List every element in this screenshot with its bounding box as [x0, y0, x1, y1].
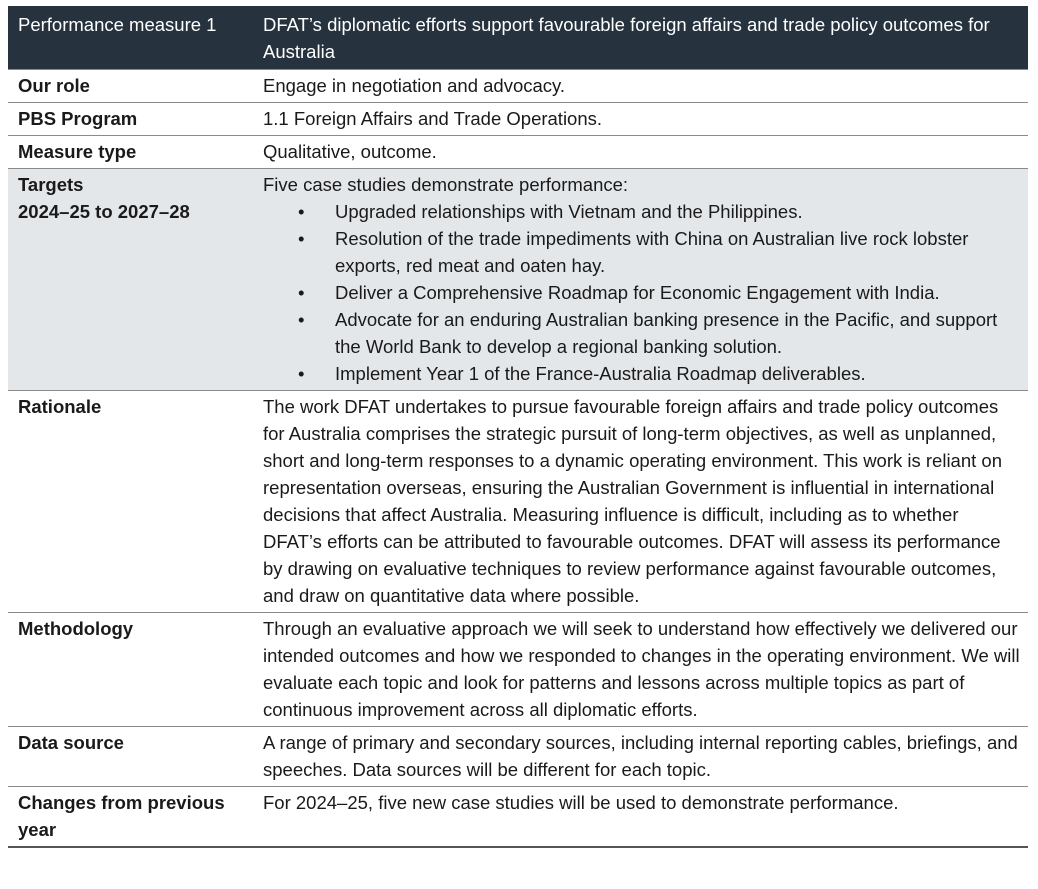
changes-label: Changes from previous year	[8, 787, 253, 848]
our-role-label: Our role	[8, 70, 253, 103]
row-changes	[8, 787, 1028, 848]
targets-intro: Five case studies demonstrate performance:	[263, 174, 629, 195]
measure-type-label: Measure type	[8, 136, 253, 169]
header-label: Performance measure 1	[8, 6, 253, 70]
rationale-value: The work DFAT undertakes to pursue favourable foreign affairs and trade policy outcomes for Australia comprises the strategic pursuit of long-term objectives, as well as unplanned, short and long-term responses to a dynamic operating environment. This work is reliant on representation overseas, ensuring the Australian Government is influential in international decisions that affect Australia. Measuring influence is difficult, including as to whether DFAT’s efforts can be attributed to favourable outcomes. DFAT will assess its performance by drawing on evaluative techniques to review performance against favourable outcomes, and draw on quantitative data where possible.	[253, 391, 1028, 613]
list-item	[298, 306, 1020, 360]
bullet-icon: •	[298, 282, 305, 303]
list-item	[298, 198, 1020, 225]
row-our-role	[8, 70, 1028, 103]
targets-label	[8, 169, 253, 391]
targets-label-line2: 2024–25 to 2027–28	[18, 201, 190, 222]
data-source-label: Data source	[8, 727, 253, 787]
targets-list	[263, 198, 1020, 387]
row-methodology	[8, 613, 1028, 727]
data-source-value: A range of primary and secondary sources, including internal reporting cables, briefings, and speeches. Data sources will be different for each topic.	[253, 727, 1028, 787]
changes-value: For 2024–25, five new case studies will be used to demonstrate performance.	[253, 787, 1028, 848]
list-item-text: Upgraded relationships with Vietnam and the Philippines.	[335, 201, 803, 222]
pbs-program-value: 1.1 Foreign Affairs and Trade Operations.	[253, 103, 1028, 136]
header-row	[8, 6, 1028, 70]
rationale-label: Rationale	[8, 391, 253, 613]
performance-measure-table-container	[8, 6, 1028, 848]
row-targets	[8, 169, 1028, 391]
methodology-label: Methodology	[8, 613, 253, 727]
list-item	[298, 279, 1020, 306]
targets-value	[253, 169, 1028, 391]
performance-measure-table	[8, 6, 1028, 848]
bullet-icon: •	[298, 228, 305, 249]
header-title: DFAT’s diplomatic efforts support favourable foreign affairs and trade policy outcomes for Australia	[253, 6, 1028, 70]
bullet-icon: •	[298, 309, 305, 330]
pbs-program-label: PBS Program	[8, 103, 253, 136]
list-item-text: Advocate for an enduring Australian banking presence in the Pacific, and support the World Bank to develop a regional banking solution.	[335, 309, 998, 357]
measure-type-value: Qualitative, outcome.	[253, 136, 1028, 169]
list-item-text: Resolution of the trade impediments with China on Australian live rock lobster exports, red meat and oaten hay.	[335, 228, 969, 276]
row-data-source	[8, 727, 1028, 787]
our-role-value: Engage in negotiation and advocacy.	[253, 70, 1028, 103]
list-item	[298, 360, 1020, 387]
targets-label-line1: Targets	[18, 174, 84, 195]
list-item-text: Implement Year 1 of the France-Australia Roadmap deliverables.	[335, 363, 866, 384]
bullet-icon: •	[298, 201, 305, 222]
bullet-icon: •	[298, 363, 305, 384]
list-item	[298, 225, 1020, 279]
row-rationale	[8, 391, 1028, 613]
methodology-value: Through an evaluative approach we will seek to understand how effectively we delivered our intended outcomes and how we responded to changes in the operating environment. We will evaluate each topic and look for patterns and lessons across multiple topics as part of continuous improvement across all diplomatic efforts.	[253, 613, 1028, 727]
row-measure-type	[8, 136, 1028, 169]
list-item-text: Deliver a Comprehensive Roadmap for Economic Engagement with India.	[335, 282, 940, 303]
row-pbs-program	[8, 103, 1028, 136]
